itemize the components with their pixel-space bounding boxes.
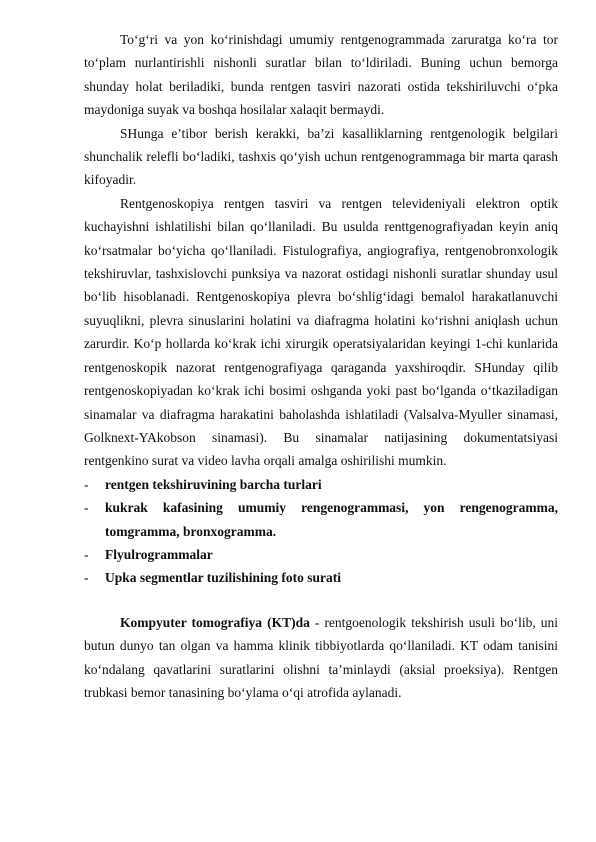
list-dash: - — [84, 476, 89, 492]
spacer — [84, 590, 558, 611]
paragraph-1: To‘g‘ri va yon ko‘rinishdagi umumiy rentgenogrammada zaruratga ko‘ra tor to‘plam nurlantirishli nishonli suratlar bilan to‘ldiriladi. Buning uchun bemorga shunday holat beriladiki, bunda rentgen tasviri nazorati ostida tekshiriluvchi o‘pka maydoniga suyak va boshqa hosilalar xalaqit bermaydi. — [84, 32, 558, 118]
list-dash: - — [84, 546, 89, 562]
list-item-text: Flyulrogrammalar — [105, 546, 213, 562]
list-dash: - — [84, 570, 89, 586]
list-item-text: rentgen tekshiruvining barcha turlari — [105, 476, 322, 492]
paragraph-2: SHunga e’tibor berish kerakki, ba’zi kasalliklarning rentgenologik belgilari shunchalik relefli bo‘ladiki, tashxis qo‘yish uchun rentgenogrammaga bir marta qarash kifoyadir. — [84, 125, 558, 188]
list-item-text: Upka segmentlar tuzilishining foto surati — [105, 570, 342, 586]
list-item-text: kukrak kafasining umumiy rengenogrammasi, yon rengenogramma, tomgramma, bronxogramma. — [105, 500, 558, 539]
paragraph-4-text: - rentgoenologik tekshirish usuli bo‘lib, uni butun dunyo tan olgan va hamma klinik tibbiyotlarda qo‘llaniladi. KT odam tanisini ko‘ndalang qavatlarini suratlarini olishni ta’minlaydi (aksial proeksiya). Rentgen trubkasi bemor tanasining bo‘ylama o‘qi atrofida aylanadi. — [84, 614, 559, 700]
list-item — [84, 566, 558, 589]
list-item — [84, 496, 558, 543]
paragraph-4 — [84, 611, 558, 705]
kt-heading: Kompyuter tomografiya (KT)da — [120, 614, 310, 630]
list-dash: - — [84, 500, 89, 516]
bullet-list — [84, 473, 558, 590]
paragraph-3: Rentgenoskopiya rentgen tasviri va rentgen televideniyali elektron optik kuchayishni ishlatilishi bilan qo‘llaniladi. Bu usulda renttgenografiyadan keyin aniq ko‘rsatmalar bo‘yicha qo‘llaniladi. Fistulografiya, angiografiya, rentgenobronxologik tekshiruvlar, tashxislovchi punksiya va nazorat ostidagi nishonli suratlar shunday usul bo‘lib hisoblanadi. Rentgenoskopiya plevra bo‘shlig‘idagi bemalol harakatlanuvchi suyuqlikni, plevra sinuslarini holatini va diafragma holatini ko‘rishni aniqlash uchun zarurdir. Ko‘p hollarda ko‘krak ichi xirurgik operatsiyalaridan keyingi 1-chi kunlarida rentgenoskopik nazorat rentgenografiyaga qaraganda yaxshiroqdir. SHunday qilib rentgenoskopiyadan ko‘krak ichi bosimi oshganda yoki past bo‘lganda o‘tkaziladigan sinamalar va diafragma harakatini baholashda ishlatiladi (Valsalva-Myuller sinamasi, Golknext-YAkobson sinamasi). Bu sinamalar natijasining dokumentatsiyasi rentgenkino surat va video lavha orqali amalga oshirilishi mumkin. — [84, 195, 558, 469]
list-item — [84, 473, 558, 496]
list-item — [84, 543, 558, 566]
